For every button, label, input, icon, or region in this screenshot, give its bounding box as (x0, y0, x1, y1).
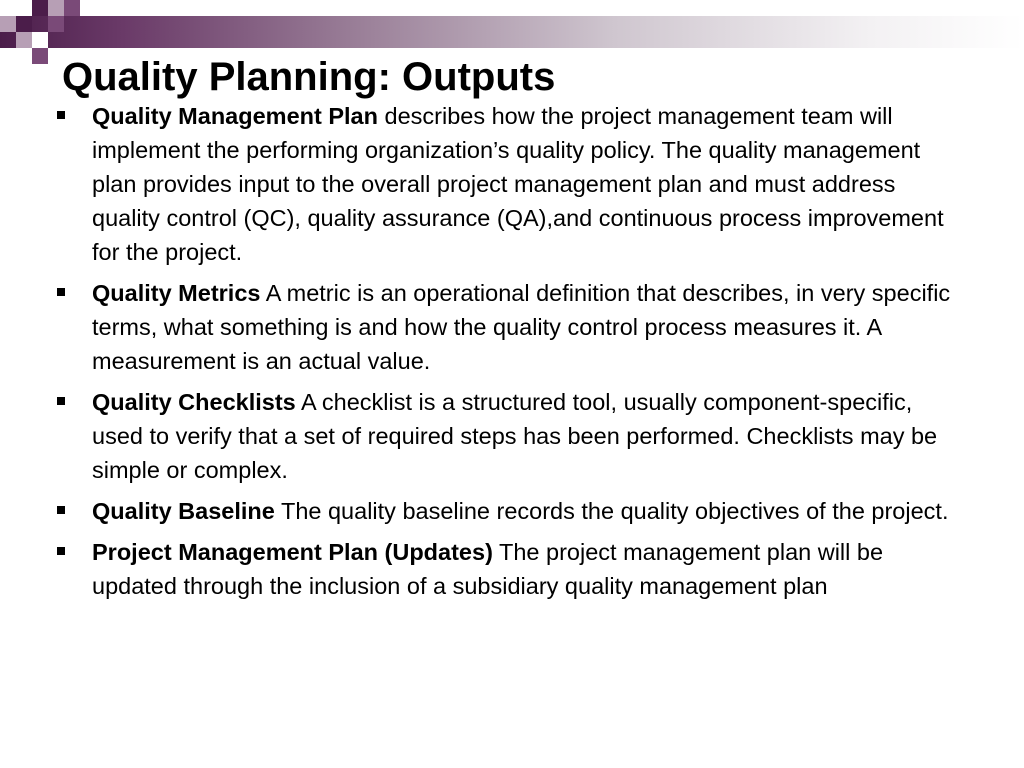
decorative-square (32, 0, 48, 16)
bullet-text (92, 535, 967, 603)
bullet-list (0, 99, 1024, 610)
bullet-term: Quality Baseline (92, 498, 275, 524)
bullet-item (0, 276, 1024, 378)
bullet-text (92, 99, 967, 269)
header-gradient-band (0, 16, 1024, 48)
decorative-square (0, 16, 16, 32)
decorative-square (48, 16, 64, 32)
decorative-square (32, 32, 48, 48)
bullet-term: Quality Management Plan (92, 103, 378, 129)
bullet-description: describes how the project management team will implement the performing organization’s quality policy. The quality management plan provides input to the overall project management plan and must address quality control (QC), quality assurance (QA),and continuous process improvement for the project. (92, 103, 944, 265)
decorative-square (48, 0, 64, 16)
square-bullet-icon (57, 111, 65, 119)
bullet-text (92, 276, 967, 378)
bullet-term: Quality Checklists (92, 389, 296, 415)
bullet-item (0, 535, 1024, 603)
bullet-description: A metric is an operational definition that describes, in very specific terms, what something is and how the quality control process measures it. A measurement is an actual value. (92, 280, 951, 374)
decorative-square (32, 48, 48, 64)
bullet-item (0, 99, 1024, 269)
bullet-text (92, 385, 967, 487)
bullet-description: A checklist is a structured tool, usually component-specific, used to verify that a set of required steps has been performed. Checklists may be simple or complex. (92, 389, 938, 483)
square-bullet-icon (57, 288, 65, 296)
bullet-item (0, 494, 1024, 528)
slide-title: Quality Planning: Outputs (62, 55, 556, 99)
bullet-description: The quality baseline records the quality objectives of the project. (274, 498, 949, 524)
decorative-square (64, 0, 80, 16)
bullet-description: The project management plan will be updated through the inclusion of a subsidiary quality management plan (92, 539, 884, 599)
bullet-term: Quality Metrics (92, 280, 261, 306)
bullet-text (92, 494, 967, 528)
decorative-square (16, 32, 32, 48)
square-bullet-icon (57, 506, 65, 514)
bullet-item (0, 385, 1024, 487)
decorative-square (16, 16, 32, 32)
square-bullet-icon (57, 397, 65, 405)
bullet-term: Project Management Plan (Updates) (92, 539, 493, 565)
square-bullet-icon (57, 547, 65, 555)
